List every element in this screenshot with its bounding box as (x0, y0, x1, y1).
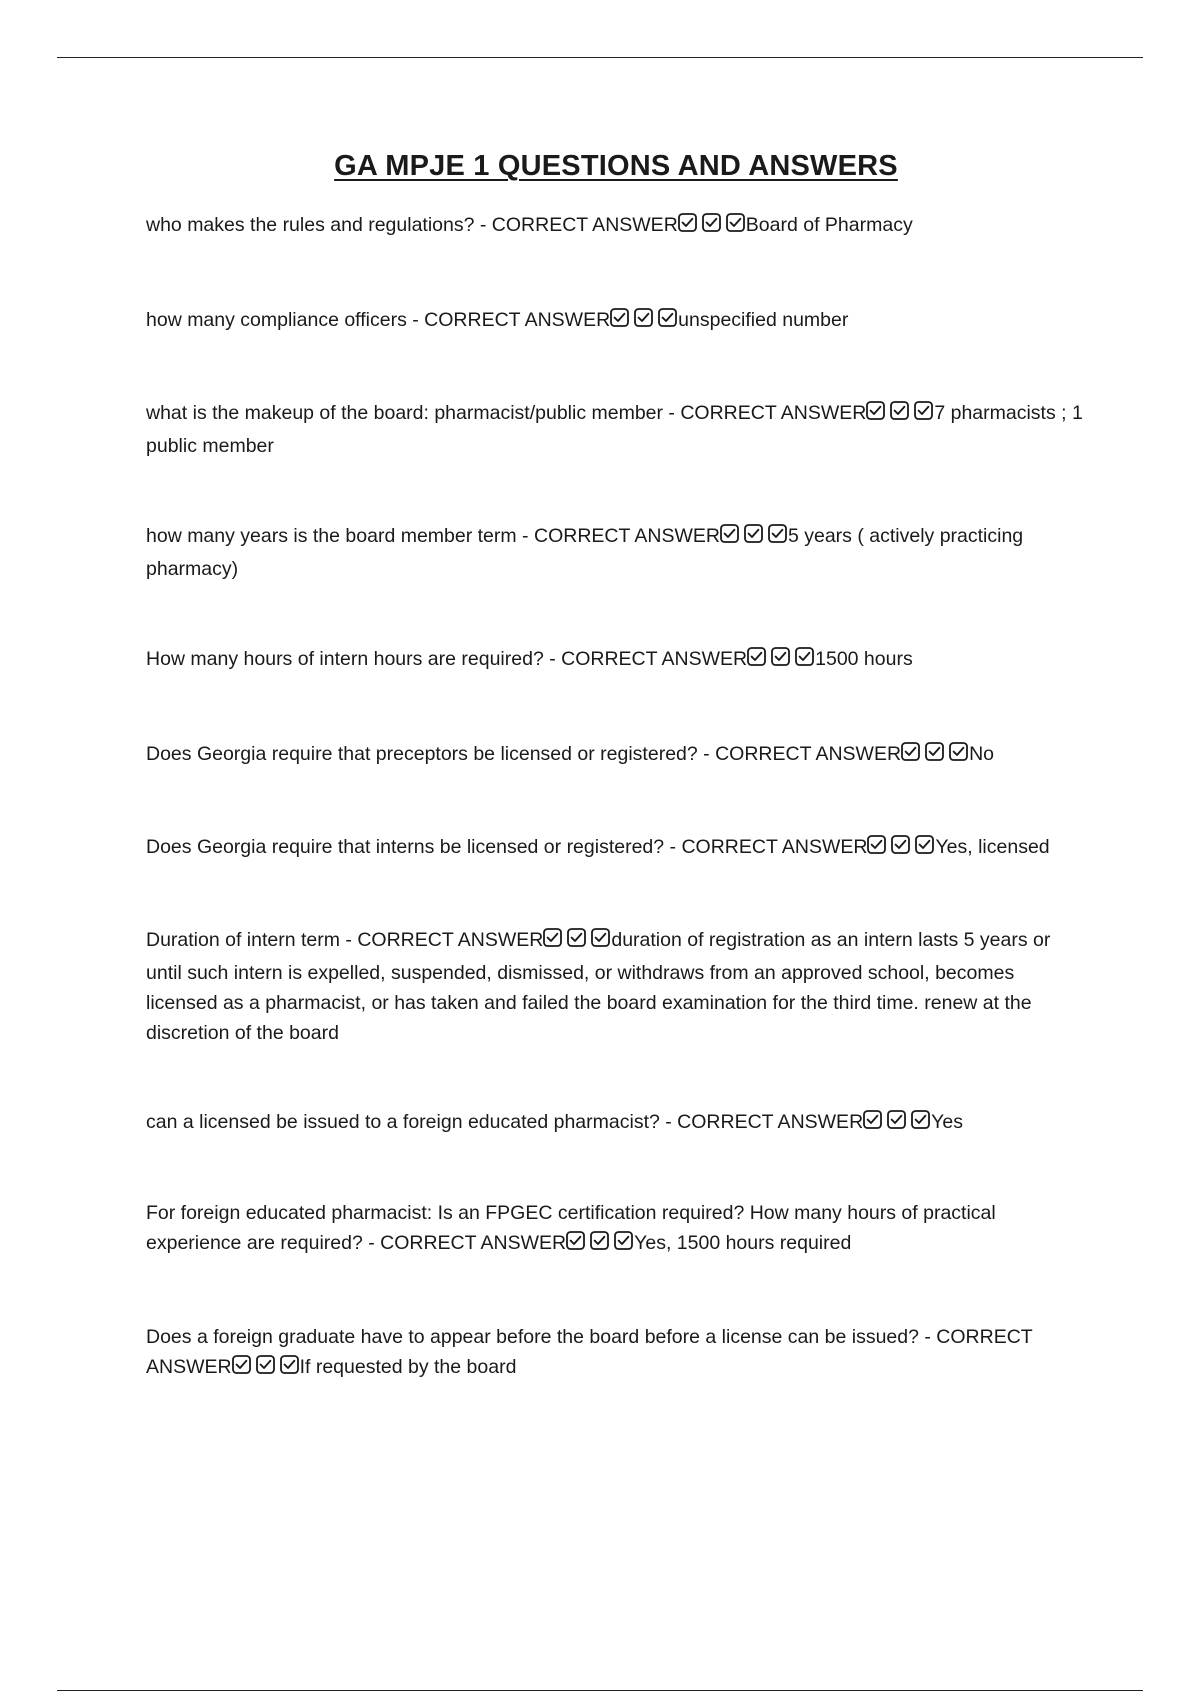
answer-label: CORRECT ANSWER (491, 214, 678, 236)
answer-text: Board of Pharmacy (745, 214, 913, 236)
checked-box-icon (702, 213, 721, 232)
question-text: Does a foreign graduate have to appear before the board before a license can be issued? - (146, 1326, 937, 1348)
answer-text: duration of registration as an intern lasts 5 years or until such intern is expelled, suspended, dismissed, or withdraws from an approved school, becomes licensed as a pharmacist, or has taken and failed the board examination for the third time. renew at the discretion of the board (146, 929, 1051, 1044)
qa-item (146, 644, 1091, 677)
answer-label: CORRECT ANSWER (424, 309, 611, 331)
top-rule (57, 57, 1143, 58)
checked-box-icon (914, 401, 933, 420)
question-text: For foreign educated pharmacist: Is an FPGEC certification required? How many hours of practical experience are required? - (146, 1202, 996, 1254)
question-text: How many hours of intern hours are required? - (146, 648, 562, 670)
qa-item (146, 1107, 1091, 1140)
checked-box-icon (771, 647, 790, 666)
checked-box-icon (543, 928, 562, 947)
answer-text: 5 years ( actively practicing pharmacy) (146, 525, 1024, 580)
answer-text: 7 pharmacists ; 1 public member (146, 402, 1083, 457)
checked-box-icon (610, 308, 629, 327)
checked-box-icon (590, 1231, 609, 1250)
check-group (232, 1355, 300, 1385)
check-group (566, 1231, 634, 1261)
check-group (901, 742, 969, 772)
checked-box-icon (280, 1355, 299, 1374)
qa-item (146, 1198, 1091, 1261)
answer-text: Yes, 1500 hours required (634, 1232, 852, 1254)
checked-box-icon (567, 928, 586, 947)
qa-item (146, 305, 1091, 338)
qa-item (146, 1322, 1091, 1385)
checked-box-icon (678, 213, 697, 232)
question-text: how many compliance officers - (146, 309, 425, 331)
checked-box-icon (925, 742, 944, 761)
answer-text: Yes, licensed (935, 836, 1050, 858)
checked-box-icon (658, 308, 677, 327)
checked-box-icon (747, 647, 766, 666)
qa-item (146, 521, 1091, 584)
checked-box-icon (915, 835, 934, 854)
checked-box-icon (890, 401, 909, 420)
checked-box-icon (795, 647, 814, 666)
question-text: can a licensed be issued to a foreign educated pharmacist? - (146, 1111, 678, 1133)
checked-box-icon (744, 524, 763, 543)
qa-item (146, 832, 1091, 865)
answer-label: CORRECT ANSWER (677, 1111, 864, 1133)
checked-box-icon (566, 1231, 585, 1250)
checked-box-icon (891, 835, 910, 854)
answer-label: CORRECT ANSWER (715, 743, 902, 765)
answer-text: Yes (931, 1111, 963, 1133)
check-group (720, 524, 788, 554)
answer-label: CORRECT ANSWER (146, 1326, 1033, 1378)
checked-box-icon (614, 1231, 633, 1250)
check-group (678, 213, 746, 243)
answer-text: No (969, 743, 994, 765)
question-text: what is the makeup of the board: pharmacist/public member - (146, 402, 681, 424)
answer-label: CORRECT ANSWER (380, 1232, 567, 1254)
document-title: GA MPJE 1 QUESTIONS AND ANSWERS (334, 150, 898, 182)
answer-label: CORRECT ANSWER (681, 836, 868, 858)
checked-box-icon (911, 1110, 930, 1129)
answer-label: CORRECT ANSWER (680, 402, 867, 424)
checked-box-icon (256, 1355, 275, 1374)
answer-label: CORRECT ANSWER (533, 525, 720, 547)
check-group (863, 1110, 931, 1140)
answer-text: unspecified number (678, 309, 849, 331)
checked-box-icon (949, 742, 968, 761)
qa-item (146, 925, 1091, 1048)
checked-box-icon (634, 308, 653, 327)
check-group (867, 835, 935, 865)
checked-box-icon (867, 835, 886, 854)
checked-box-icon (726, 213, 745, 232)
checked-box-icon (901, 742, 920, 761)
question-text: Does Georgia require that preceptors be licensed or registered? - (146, 743, 716, 765)
bottom-rule (57, 1690, 1143, 1691)
qa-item (146, 398, 1091, 461)
checked-box-icon (720, 524, 739, 543)
checked-box-icon (863, 1110, 882, 1129)
checked-box-icon (887, 1110, 906, 1129)
check-group (866, 401, 934, 431)
question-text: how many years is the board member term - (146, 525, 534, 547)
checked-box-icon (591, 928, 610, 947)
qa-item (146, 739, 1091, 772)
answer-text: If requested by the board (299, 1356, 517, 1378)
check-group (747, 647, 815, 677)
qa-item (146, 210, 1091, 243)
question-text: Does Georgia require that interns be licensed or registered? - (146, 836, 682, 858)
check-group (543, 928, 611, 958)
checked-box-icon (232, 1355, 251, 1374)
checked-box-icon (768, 524, 787, 543)
check-group (610, 308, 678, 338)
question-text: Duration of intern term - (146, 929, 358, 951)
question-text: who makes the rules and regulations? - (146, 214, 492, 236)
checked-box-icon (866, 401, 885, 420)
answer-label: CORRECT ANSWER (561, 648, 748, 670)
answer-text: 1500 hours (815, 648, 913, 670)
answer-label: CORRECT ANSWER (357, 929, 544, 951)
